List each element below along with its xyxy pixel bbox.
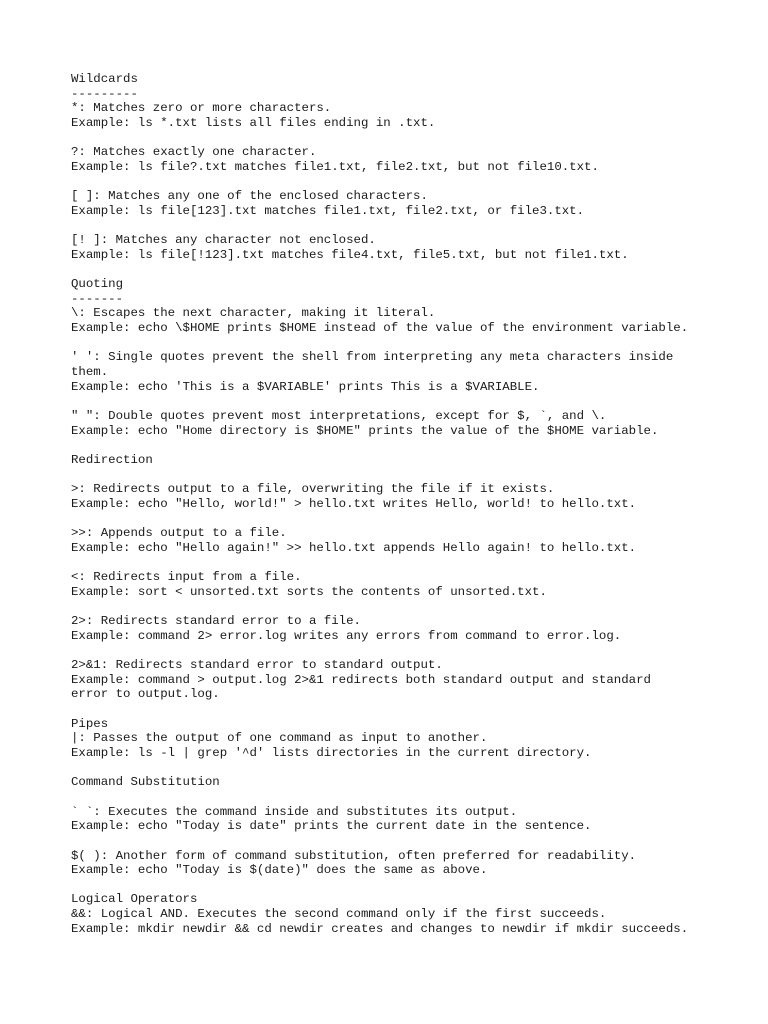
blank-line [71, 790, 751, 805]
text-line: Example: sort < unsorted.txt sorts the contents of unsorted.txt. [71, 584, 547, 599]
text-line: |: Passes the output of one command as input to another. [71, 731, 488, 746]
blank-line [71, 834, 751, 849]
text-line: Example: echo \$HOME prints $HOME instead of the value of the environment variable. [71, 321, 689, 336]
blank-line [71, 262, 751, 277]
text-line: ` `: Executes the command inside and substitutes its output. [71, 804, 518, 819]
text-line: ' ': Single quotes prevent the shell from interpreting any meta characters inside [71, 350, 674, 365]
text-line: 2>&1: Redirects standard error to standard output. [71, 658, 443, 673]
text-line: Example: ls file[123].txt matches file1.txt, file2.txt, or file3.txt. [71, 203, 585, 218]
text-line: [ ]: Matches any one of the enclosed characters. [71, 189, 428, 204]
text-line: Example: echo "Hello again!" >> hello.txt appends Hello again! to hello.txt. [71, 540, 637, 555]
blank-line [71, 468, 751, 483]
text-line: Example: echo "Today is $(date)" does the same as above. [71, 863, 488, 878]
blank-line [71, 131, 751, 146]
text-line: Example: mkdir newdir && cd newdir creates and changes to newdir if mkdir succeeds. [71, 921, 689, 936]
text-line: Example: echo "Hello, world!" > hello.txt writes Hello, world! to hello.txt. [71, 496, 637, 511]
text-line: Example: ls file?.txt matches file1.txt, file2.txt, but not file10.txt. [71, 159, 599, 174]
section-heading-command-substitution: Command Substitution [71, 775, 220, 790]
text-line: [! ]: Matches any character not enclosed. [71, 233, 376, 248]
text-line: >: Redirects output to a file, overwriting the file if it exists. [71, 482, 555, 497]
text-line: " ": Double quotes prevent most interpretations, except for $, `, and \. [71, 409, 607, 423]
blank-line [71, 599, 751, 614]
blank-line [71, 643, 751, 658]
heading-underline: ------- [71, 291, 124, 306]
blank-line [71, 761, 751, 776]
text-line: Example: ls -l | grep '^d' lists directories in the current directory. [71, 745, 592, 760]
text-line: Example: ls file[!123].txt matches file4.txt, file5.txt, but not file1.txt. [71, 247, 629, 262]
text-line: Example: command > output.log 2>&1 redirects both standard output and standard [71, 672, 651, 687]
text-line: *: Matches zero or more characters. [71, 101, 332, 116]
blank-line [71, 394, 751, 409]
text-line: \: Escapes the next character, making it literal. [71, 306, 436, 321]
text-line: ?: Matches exactly one character. [71, 145, 317, 160]
blank-line [71, 336, 751, 351]
section-heading-logical-operators: Logical Operators [71, 892, 198, 907]
section-heading-wildcards: Wildcards [71, 72, 138, 86]
text-line: Example: echo "Home directory is $HOME" prints the value of the $HOME variable. [71, 423, 659, 438]
section-heading-pipes: Pipes [71, 716, 109, 731]
blank-line [71, 878, 751, 893]
blank-line [71, 175, 751, 190]
text-line: 2>: Redirects standard error to a file. [71, 614, 361, 629]
text-line: Example: echo "Today is date" prints the current date in the sentence. [71, 819, 592, 834]
blank-line [71, 556, 751, 571]
text-line: &&: Logical AND. Executes the second command only if the first succeeds. [71, 907, 607, 922]
heading-underline: --------- [71, 86, 138, 101]
text-line: error to output.log. [71, 687, 220, 702]
text-line: Example: ls *.txt lists all files ending in .txt. [71, 115, 436, 130]
section-heading-redirection: Redirection [71, 452, 153, 467]
document-page [71, 72, 751, 936]
blank-line [71, 702, 751, 717]
text-line: >>: Appends output to a file. [71, 526, 287, 541]
text-line: <: Redirects input from a file. [71, 570, 302, 585]
section-heading-quoting: Quoting [71, 277, 124, 292]
blank-line [71, 219, 751, 234]
text-line: them. [71, 365, 109, 380]
text-line: $( ): Another form of command substitution, often preferred for readability. [71, 848, 637, 863]
text-line: Example: echo 'This is a $VARIABLE' prints This is a $VARIABLE. [71, 379, 540, 394]
blank-line [71, 512, 751, 527]
text-line: Example: command 2> error.log writes any errors from command to error.log. [71, 628, 622, 643]
blank-line [71, 438, 751, 453]
